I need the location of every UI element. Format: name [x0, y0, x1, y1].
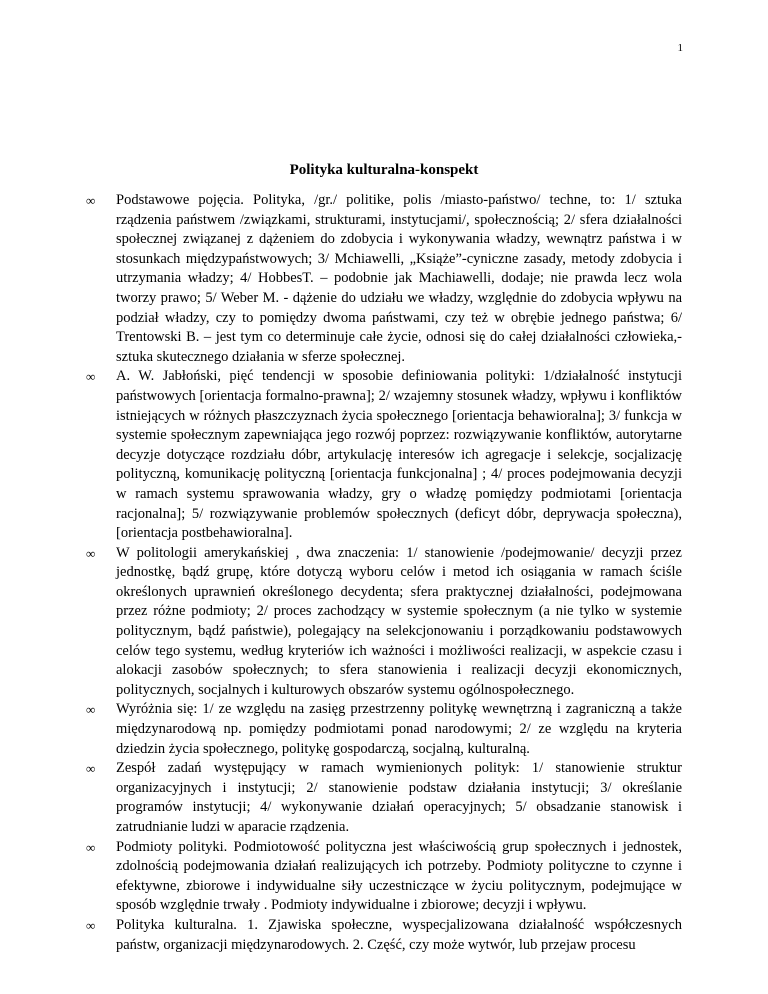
infinity-bullet-icon: ∞ — [86, 761, 96, 777]
infinity-bullet-icon: ∞ — [86, 545, 96, 561]
list-item-text: Wyróżnia się: 1/ ze względu na zasięg przestrzenny politykę wewnętrzną i zagraniczną a także międzynarodową np. pomiędzy podmiotami ponad narodowymi; 2/ ze względu na kryteria dziedzin życia społecznego, politykę gospodarczą, socjalną, kulturalną. — [116, 701, 682, 757]
page-number: 1 — [677, 42, 683, 54]
infinity-bullet-icon: ∞ — [86, 702, 96, 718]
list-item-text: A. W. Jabłoński, pięć tendencji w sposobie definiowania polityki: 1/działalność instytucji państwowych [orientacja formalno-prawna]; 2/ wzajemny stosunek władzy, wpływu i konfliktów istniejących w różnych płaszczyznach życia społecznego [orientacja behawioralna]; 3/ funkcja w systemie społecznym zapewniająca jego rozwój poprzez: rozwiązywanie konfliktów, autorytarne decyzje dotyczące rozdziału dóbr, artykulację interesów ich agregacje i selekcje, socjalizację polityczną, komunikację polityczną [orientacja funkcjonalna] ; 4/ proces podejmowania decyzji w ramach systemu sprawowania władzy, gry o władzę pomiędzy podmiotami [orientacja racjonalna]; 5/ rozwiązywanie problemów społecznych (deficyt dóbr, deprywacja społeczna), [orientacja postbehawioralna]. — [116, 368, 682, 542]
list-item-text: Polityka kulturalna. 1. Zjawiska społeczne, wyspecjalizowana działalność współczesnych państw, organizacji międzynarodowych. 2. Część, czy może wytwór, lub przejaw procesu — [116, 916, 682, 953]
infinity-bullet-icon: ∞ — [86, 839, 96, 855]
list-item — [86, 838, 682, 916]
list-item — [86, 191, 682, 367]
list-item — [86, 367, 682, 543]
list-item-text: Podmioty polityki. Podmiotowość polityczna jest właściwością grup społecznych i jednostek, zdolnością podejmowania działań realizujących ich potrzeby. Podmioty polityczne to czynne i efektywne, zbiorowe i indywidualne siły uczestniczące w życiu politycznym, podejmujące w sposób względnie trwały . Podmioty indywidualne i zbiorowe; decyzji i wpływu. — [116, 838, 682, 914]
list-item-text: Podstawowe pojęcia. Polityka, /gr./ politike, polis /miasto-państwo/ techne, to: 1/ sztuka rządzenia państwem /związkami, strukturami, instytucjami/, społecznością; 2/ sfera działalności społecznej związanej z dążeniem do zdobycia i wykonywania władzy, wewnątrz państwa i w stosunkach międzypaństwowych; 3/ Mchiawelli, „Książe”-cyniczne zasady, metody zdobycia i utrzymania władzy; 4/ HobbesT. – podobnie jak Machiawelli, dodaje; nie prawda lecz wola tworzy prawo; 5/ Weber M. - dążenie do udziału we władzy, względnie do zdobycia wpływu na podział władzy, czy to pomiędzy dwoma państwami, czy też w obrębie jednego państwa; 6/ Trentowski B. – jest tym co determinuje całe życie, odnosi się do całej działalności człowieka,-sztuka skutecznego działania w sferze społecznej. — [116, 192, 682, 365]
list-item — [86, 700, 682, 759]
list-item — [86, 544, 682, 701]
list-item — [86, 916, 682, 955]
document-title: Polityka kulturalna-konspekt — [289, 162, 479, 178]
infinity-bullet-icon: ∞ — [86, 193, 96, 208]
list-item — [86, 759, 682, 837]
list-item-text: W politologii amerykańskiej , dwa znaczenia: 1/ stanowienie /podejmowanie/ decyzji przez jednostkę, bądź grupę, które dotyczą wyboru celów i metod ich osiągania w ramach ściśle określonych uprawnień określonego decydenta; sfera praktycznej działalności, podejmowana przez różne podmioty; 2/ proces zachodzący w systemie społecznym (a nie tylko w systemie politycznym, bądź państwie), polegający na selekcjonowaniu i porządkowaniu podstawowych celów tego systemu, według kryteriów ich ważności i możliwości realizacji, w aspekcie czasu i alokacji zasobów społecznych; to sfera stanowienia i realizacji decyzji ekonomicznych, politycznych, socjalnych i kulturowych obszarów systemu ogólnospołecznego. — [116, 544, 682, 698]
list-item-text: Zespół zadań występujący w ramach wymienionych polityk: 1/ stanowienie struktur organizacyjnych i instytucji; 2/ stanowienie podstaw działania instytucji; 3/ określanie programów instytucji; 4/ wykonywanie działań operacyjnych; 5/ obsadzanie stanowisk i zatrudnianie ludzi w aparacie rządzenia. — [116, 760, 682, 835]
infinity-bullet-icon: ∞ — [86, 369, 96, 385]
infinity-bullet-icon: ∞ — [86, 917, 96, 933]
bullet-list — [86, 191, 682, 955]
